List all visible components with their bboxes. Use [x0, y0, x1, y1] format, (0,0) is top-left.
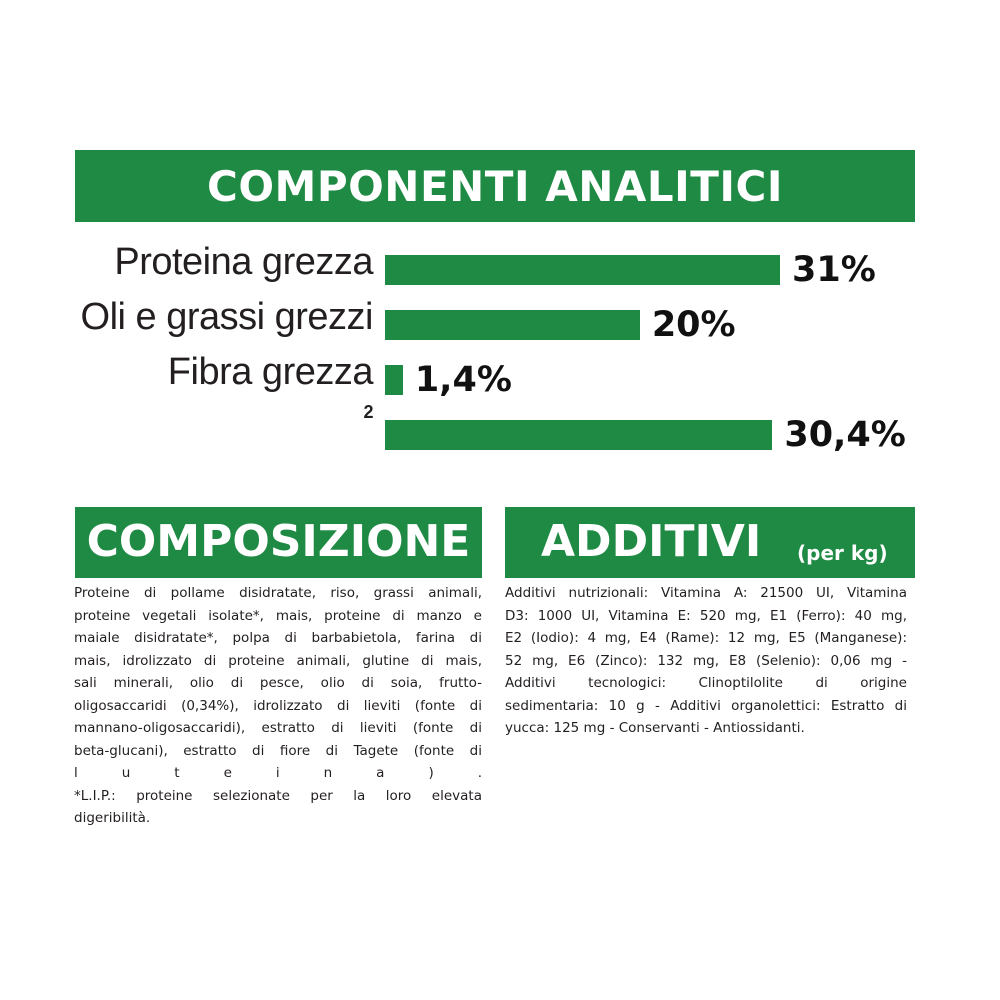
text-line: oligosaccaridi (0,34%), idrolizzato di lieviti (fonte di	[74, 697, 482, 714]
bar-value-label: 31%	[792, 250, 876, 290]
text-line: 52 mg, E6 (Zinco): 132 mg, E8 (Selenio): 0,06 mg -	[505, 652, 907, 669]
text-line: Additivi nutrizionali: Vitamina A: 21500 UI, Vitamina	[505, 585, 907, 601]
composition-title: COMPOSIZIONE	[86, 516, 471, 567]
bar-label: Proteina grezza	[114, 241, 373, 283]
bar	[385, 310, 640, 340]
text-line: proteine vegetali isolate*, mais, proteine di manzo e	[74, 607, 482, 624]
bar-label: Oli e grassi grezzi	[80, 296, 373, 338]
composition-text	[74, 582, 482, 830]
text-line: E2 (Iodio): 4 mg, E4 (Rame): 12 mg, E5 (Manganese):	[505, 630, 907, 646]
text-line: sedimentaria: 10 g - Additivi organolettici: Estratto di	[505, 697, 907, 714]
text-line: mannano-oligosaccaridi), estratto di lieviti (fonte di	[74, 720, 482, 736]
text-line: *L.I.P.: proteine selezionate per la loro elevata	[74, 787, 482, 804]
additives-text	[505, 582, 907, 740]
bar-label: 2	[363, 402, 373, 422]
text-line: D3: 1000 UI, Vitamina E: 520 mg, E1 (Ferro): 40 mg,	[505, 607, 907, 624]
bar-value-label: 1,4%	[414, 360, 512, 400]
analytic-title: COMPONENTI ANALITICI	[207, 162, 783, 211]
text-line: digeribilità.	[74, 810, 151, 826]
additives-banner	[505, 507, 915, 578]
bar-value-label: 20%	[651, 305, 736, 345]
text-line: sali minerali, olio di pesce, olio di soia, frutto-	[74, 675, 482, 691]
composition-banner	[75, 507, 482, 578]
text-line: Additivi tecnologici: Clinoptilolite di origine	[505, 675, 907, 691]
bar	[385, 365, 403, 395]
bar	[385, 255, 780, 285]
text-line: yucca: 125 mg - Conservanti - Antiossidanti.	[505, 720, 805, 736]
bar-value-label: 30,4%	[784, 415, 906, 455]
text-line: beta-glucani), estratto di fiore di Tagete (fonte di	[74, 742, 482, 759]
analytic-banner	[75, 150, 915, 222]
text-line: mais, idrolizzato di proteine animali, glutine di mais,	[74, 652, 482, 669]
text-line: Proteine di pollame disidratate, riso, grassi animali,	[74, 585, 482, 601]
additives-subtitle: (per kg)	[797, 541, 888, 565]
text-line: maiale disidratate*, polpa di barbabietola, farina di	[74, 630, 482, 646]
bar	[385, 420, 772, 450]
additives-title: ADDITIVI	[541, 516, 762, 567]
text-line: l u t e i n a ) .	[74, 765, 482, 781]
bar-label: Fibra grezza	[167, 351, 373, 393]
